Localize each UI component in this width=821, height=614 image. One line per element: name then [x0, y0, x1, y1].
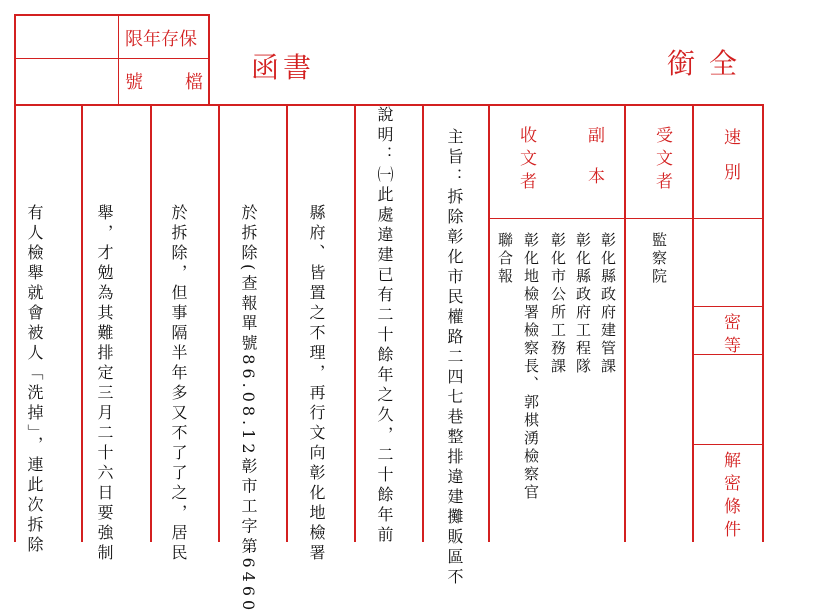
- secret-top-divider: [692, 306, 764, 307]
- col-line-5: [354, 104, 356, 542]
- copy-recipient-4: 彰化地檢署檢察長、郭棋湧檢察官: [522, 232, 540, 502]
- secret-label: 密等: [720, 313, 740, 359]
- col-line-2: [150, 104, 152, 542]
- header-box-top: [14, 14, 210, 16]
- col-line-8: [624, 104, 626, 542]
- copy-label: 副本: [584, 126, 604, 208]
- header-box-right: [208, 14, 210, 106]
- retention-label: 限年存保: [125, 29, 197, 50]
- col-line-7: [488, 104, 490, 542]
- col-line-6: [422, 104, 424, 542]
- body-column-3: 縣府、皆置之不理，再行文向彰化地檢署: [307, 204, 326, 564]
- col-line-4: [286, 104, 288, 542]
- doc-type-title: 函書: [251, 51, 316, 84]
- header-box-mid-v: [118, 14, 119, 106]
- body-column-4: 於拆除(查報單號86.08.12彰市工字第6460: [239, 204, 258, 614]
- col-line-1: [81, 104, 83, 542]
- col-line-10: [762, 104, 764, 542]
- receiver-label: 收文者: [516, 126, 536, 195]
- copy-recipient-2: 彰化縣政府工程隊: [574, 232, 592, 376]
- body-column-explanation: 說明：㈠此處違建已有二十餘年之久，二十餘年前: [375, 106, 394, 546]
- body-column-5: 於拆除，但事隔半年多又不了了之，居民: [169, 204, 188, 564]
- header-box-left: [14, 14, 16, 542]
- recipient-divider: [488, 218, 694, 219]
- col-line-3: [218, 104, 220, 542]
- recipient-label: 受文者: [652, 126, 672, 195]
- body-column-7: 有人檢舉就會被人「洗掉」，連此次拆除: [25, 204, 44, 556]
- recipient-name: 監察院: [650, 232, 668, 286]
- copy-recipient-3: 彰化市公所工務課: [549, 232, 567, 376]
- file-number-label: 號 檔: [125, 72, 205, 93]
- speed-label: 速別: [720, 128, 740, 198]
- speed-divider: [692, 218, 764, 219]
- copy-recipient-5: 聯合報: [496, 232, 514, 286]
- body-column-6: 舉，才勉為其難排定三月二十六日要強制: [95, 204, 114, 564]
- body-column-subject: 主旨：拆除彰化市民權路二四七巷整排違建攤販區不: [445, 128, 464, 588]
- agency-title: 銜全: [667, 47, 752, 80]
- copy-recipient-1: 彰化縣政府建管課: [599, 232, 617, 376]
- declass-label: 解密條件: [720, 451, 740, 543]
- header-box-mid-h: [14, 58, 210, 59]
- declass-divider: [692, 444, 764, 445]
- col-line-9: [692, 104, 694, 542]
